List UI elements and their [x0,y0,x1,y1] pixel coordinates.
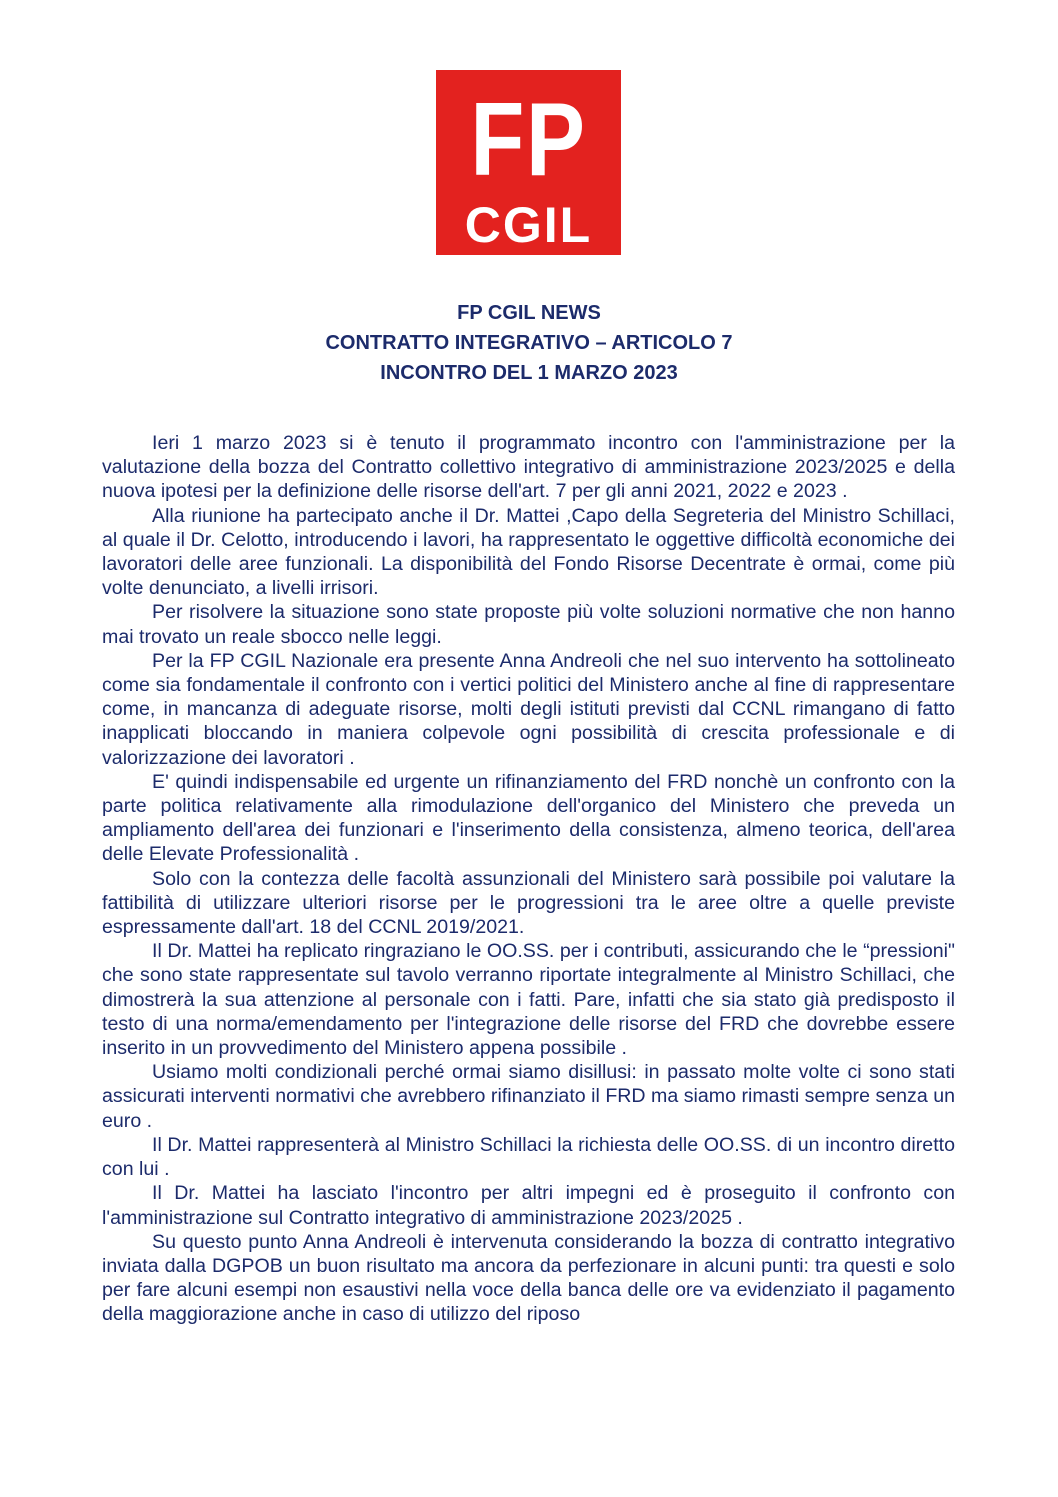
paragraph-9: Il Dr. Mattei rappresenterà al Ministro Schillaci la richiesta delle OO.SS. di un incontro diretto con lui . [102,1133,955,1181]
paragraph-5: E' quindi indispensabile ed urgente un rifinanziamento del FRD nonchè un confronto con la parte politica relativamente alla rimodulazione dell'organico del Ministero che preveda un ampliamento dell'area dei funzionari e l'inserimento della consistenza, almeno teorica, dell'area delle Elevate Professionalità . [102,770,955,866]
paragraph-3: Per risolvere la situazione sono state proposte più volte soluzioni normative che non hanno mai trovato un reale sbocco nelle leggi. [102,601,955,648]
title-line-3: INCONTRO DEL 1 MARZO 2023 [380,362,678,384]
fp-cgil-logo [436,70,621,255]
logo-cgil-text: CGIL [464,197,593,253]
paragraph-2: Alla riunione ha partecipato anche il Dr. Mattei ,Capo della Segreteria del Ministro Schillaci, al quale il Dr. Celotto, introducendo i lavori, ha rappresentato le oggettive difficoltà economiche dei lavoratori delle aree funzionali. La disponibilità del Fondo Risorse Decentrate è ormai, come più volte denunciato, a livelli irrisori. [102,504,955,600]
paragraph-7: Il Dr. Mattei ha replicato ringraziano le OO.SS. per i contributi, assicurando che le “pressioni" che sono state rappresentate sul tavolo verranno riportate integralmente al Ministro Schillaci, che dimostrerà la sua attenzione al personale con i fatti. Pare, infatti che sia stato già predisposto il testo di una norma/emendamento per l'integrazione delle risorse del FRD che dovrebbe essere inserito in un provvedimento del Ministero appena possibile . [102,940,955,1060]
document-body [102,431,955,1327]
paragraph-8: Usiamo molti condizionali perché ormai siamo disillusi: in passato molte volte ci sono stati assicurati interventi normativi che avrebbero rifinanziato il FRD ma siamo rimasti sempre senza un euro . [102,1061,955,1132]
document-title [0,298,1058,388]
logo-fp-text: FP [470,82,587,198]
paragraph-1: Ieri 1 marzo 2023 si è tenuto il programmato incontro con l'amministrazione per la valutazione della bozza del Contratto collettivo integrativo di amministrazione 2023/2025 e della nuova ipotesi per la definizione delle risorse dell'art. 7 per gli anni 2021, 2022 e 2023 . [102,432,955,503]
paragraph-6: Solo con la contezza delle facoltà assunzionali del Ministero sarà possibile poi valutare la fattibilità di utilizzare ulteriori risorse per le progressioni tra le aree oltre a quelle previste espressamente dall'art. 18 del CCNL 2019/2021. [102,867,955,939]
title-line-2: CONTRATTO INTEGRATIVO – ARTICOLO 7 [325,332,733,354]
paragraph-4: Per la FP CGIL Nazionale era presente Anna Andreoli che nel suo intervento ha sottolineato come sia fondamentale il confronto con i vertici politici del Ministero anche al fine di rappresentare come, in mancanza di adeguate risorse, molti degli istituti previsti dal CCNL rimangano di fatto inapplicati bloccando in maniera colpevole ogni possibilità di crescita professionale e di valorizzazione dei lavoratori . [102,649,955,769]
paragraph-10: Il Dr. Mattei ha lasciato l'incontro per altri impegni ed è proseguito il confronto con l'amministrazione sul Contratto integrativo di amministrazione 2023/2025 . [102,1182,955,1229]
paragraph-11: Su questo punto Anna Andreoli è intervenuta considerando la bozza di contratto integrativo inviata dalla DGPOB un buon risultato ma ancora da perfezionare in alcuni punti: tra questi e solo per fare alcuni esempi non esaustivi nella voce della banca delle ore va evidenziato il pagamento della maggiorazione anche in caso di utilizzo del riposo [102,1230,955,1326]
title-line-1: FP CGIL NEWS [457,302,601,324]
